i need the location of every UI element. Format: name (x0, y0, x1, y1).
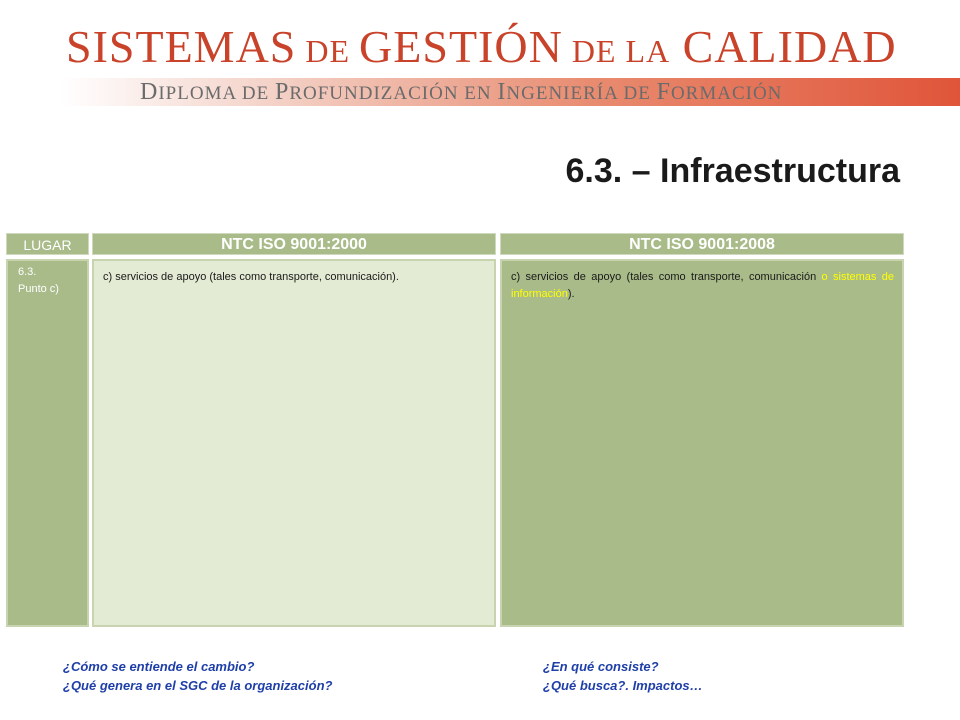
lugar-line-2: Punto c) (18, 283, 59, 295)
lugar-text (18, 264, 86, 298)
slide-title: 6.3. – Infraestructura (565, 152, 900, 190)
footer-question: ¿Qué genera en el SGC de la organización? (63, 678, 333, 693)
header-title: SISTEMAS DE GESTIÓN DE LA CALIDAD (66, 21, 897, 72)
footer-questions-right (543, 657, 703, 695)
lugar-line-1: 6.3. (18, 266, 37, 278)
iso-2008-cell (500, 259, 904, 627)
footer-question: ¿Cómo se entiende el cambio? (63, 659, 255, 674)
footer-question: ¿En qué consiste? (543, 659, 659, 674)
iso-2008-text (511, 269, 894, 303)
subtitle-band (60, 78, 960, 106)
header-iso-2000: NTC ISO 9001:2000 (92, 233, 496, 255)
iso-2008-text-before: c) servicios de apoyo (tales como transporte, comunicación (511, 271, 822, 283)
iso-2008-highlight: o sistemas de información (511, 271, 894, 300)
header-iso-2008: NTC ISO 9001:2008 (500, 233, 904, 255)
iso-2008-text-after: ). (567, 288, 575, 300)
footer-question: ¿Qué busca?. Impactos… (543, 678, 703, 693)
header-lugar: LUGAR (6, 233, 89, 255)
footer-questions-left (63, 657, 332, 695)
lugar-cell (6, 259, 89, 627)
iso-2000-cell (92, 259, 496, 627)
iso-2000-text: c) servicios de apoyo (tales como transporte, comunicación). (103, 271, 399, 283)
header-subtitle: DIPLOMA DE PROFUNDIZACIÓN EN INGENIERÍA DE FORMACIÓN (140, 79, 783, 105)
page-header (0, 0, 960, 110)
